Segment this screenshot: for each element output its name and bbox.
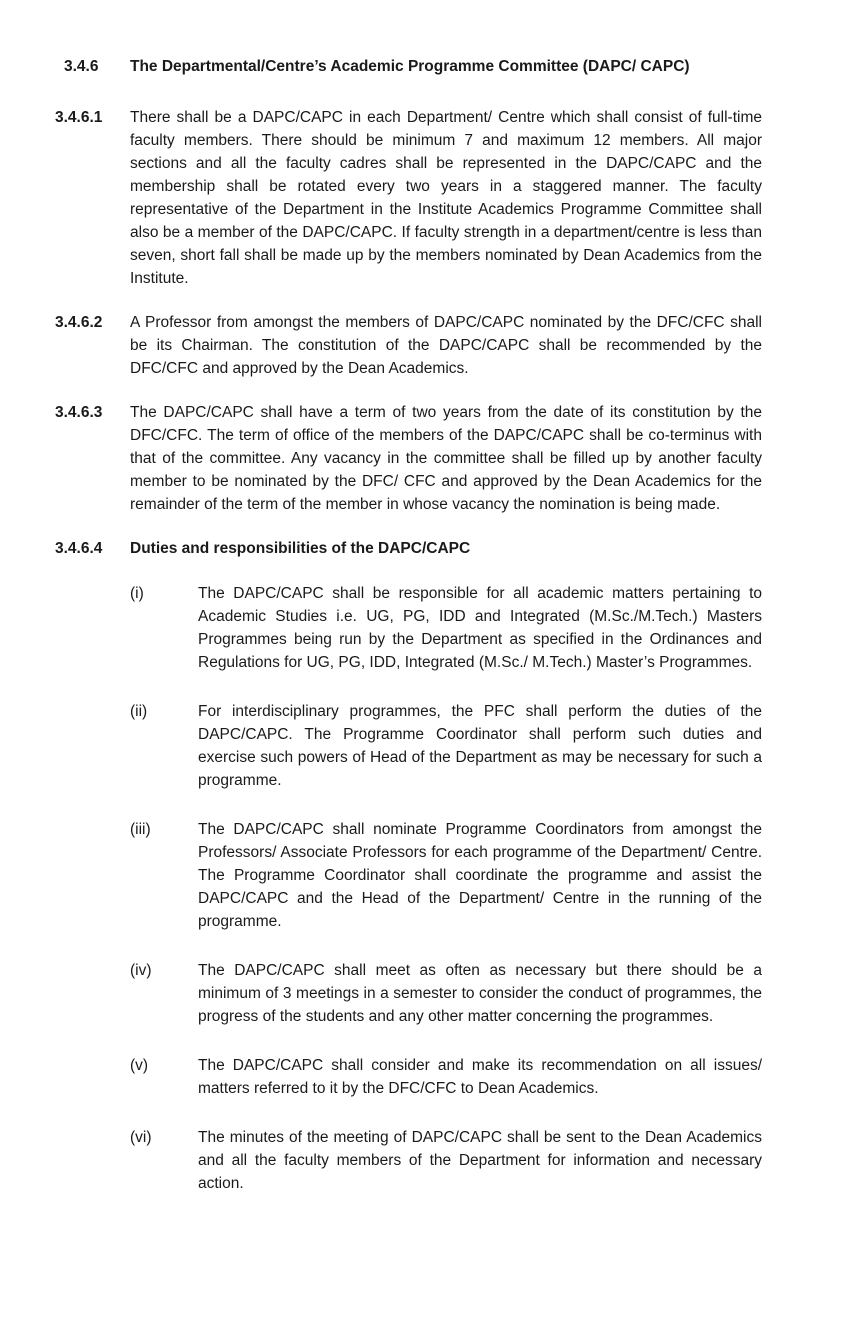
subsection-title: Duties and responsibilities of the DAPC/CAPC — [130, 540, 471, 557]
list-item-label: (iv) — [130, 962, 152, 979]
list-item-label: (ii) — [130, 703, 148, 720]
list-item-label: (i) — [130, 585, 144, 602]
paragraph-number: 3.4.6.3 — [55, 404, 103, 421]
paragraph-number: 3.4.6.1 — [55, 109, 103, 126]
list-item-text: The DAPC/CAPC shall be responsible for all academic matters pertaining to Academic Studies i.e. UG, PG, IDD and Integrated (M.Sc./M.Tech.) Masters Programmes being run by the Department as specified in the Ordinances and Regulations for UG, PG, IDD, Integrated (M.Sc./ M.Tech.) Master’s Programmes. — [198, 585, 762, 671]
list-item — [130, 582, 762, 674]
list-item-text: The DAPC/CAPC shall consider and make its recommendation on all issues/ matters referred to it by the DFC/CFC to Dean Academics. — [198, 1057, 762, 1097]
list-item-text: The DAPC/CAPC shall meet as often as necessary but there should be a minimum of 3 meetings in a semester to consider the conduct of programmes, the progress of the students and any other matter concerning the programmes. — [198, 962, 762, 1025]
list-item — [130, 700, 762, 792]
list-item — [130, 1054, 762, 1100]
paragraph — [55, 311, 762, 380]
list-item-label: (iii) — [130, 821, 151, 838]
paragraph-text: There shall be a DAPC/CAPC in each Department/ Centre which shall consist of full-time faculty members. There should be minimum 7 and maximum 12 members. All major sections and all the faculty cadres shall be represented in the DAPC/CAPC and the membership shall be rotated every two years in a staggered manner. The faculty representative of the Department in the Institute Academics Programme Committee shall also be a member of the DAPC/CAPC. If faculty strength in a department/centre is less than seven, short fall shall be made up by the members nominated by Dean Academics from the Institute. — [130, 109, 762, 287]
subsection-number: 3.4.6.4 — [55, 540, 103, 557]
list-item — [130, 959, 762, 1028]
list-item-label: (v) — [130, 1057, 149, 1074]
section-heading — [55, 55, 762, 78]
list-item-text: The DAPC/CAPC shall nominate Programme Coordinators from amongst the Professors/ Associate Professors for each programme of the Department/ Centre. The Programme Coordinator shall coordinate the programme and assist the DAPC/CAPC and the Head of the Department/ Centre in the running of the programme. — [198, 821, 762, 930]
duty-list — [130, 582, 762, 1195]
section-title: The Departmental/Centre’s Academic Programme Committee (DAPC/ CAPC) — [130, 58, 690, 75]
paragraph-text: The DAPC/CAPC shall have a term of two years from the date of its constitution by the DFC/CFC. The term of office of the members of the DAPC/CAPC shall be co-terminus with that of the committee. Any vacancy in the committee shall be filled up by another faculty member to be nominated by the DFC/ CFC and approved by the Dean Academics for the remainder of the term of the member in whose vacancy the nomination is being made. — [130, 404, 762, 513]
paragraph-text: A Professor from amongst the members of DAPC/CAPC nominated by the DFC/CFC shall be its Chairman. The constitution of the DAPC/CAPC shall be recommended by the DFC/CFC and approved by the Dean Academics. — [130, 314, 762, 377]
list-item-text: The minutes of the meeting of DAPC/CAPC shall be sent to the Dean Academics and all the faculty members of the Department for information and necessary action. — [198, 1129, 762, 1192]
subsection-heading — [55, 537, 762, 560]
paragraph-number: 3.4.6.2 — [55, 314, 103, 331]
paragraph — [55, 401, 762, 516]
list-item-text: For interdisciplinary programmes, the PFC shall perform the duties of the DAPC/CAPC. The Programme Coordinator shall perform such duties and exercise such powers of Head of the Department as may be necessary for such a programme. — [198, 703, 762, 789]
paragraph — [55, 106, 762, 290]
list-item — [130, 818, 762, 933]
list-item-label: (vi) — [130, 1129, 152, 1146]
list-item — [130, 1126, 762, 1195]
section-number: 3.4.6 — [64, 58, 99, 75]
